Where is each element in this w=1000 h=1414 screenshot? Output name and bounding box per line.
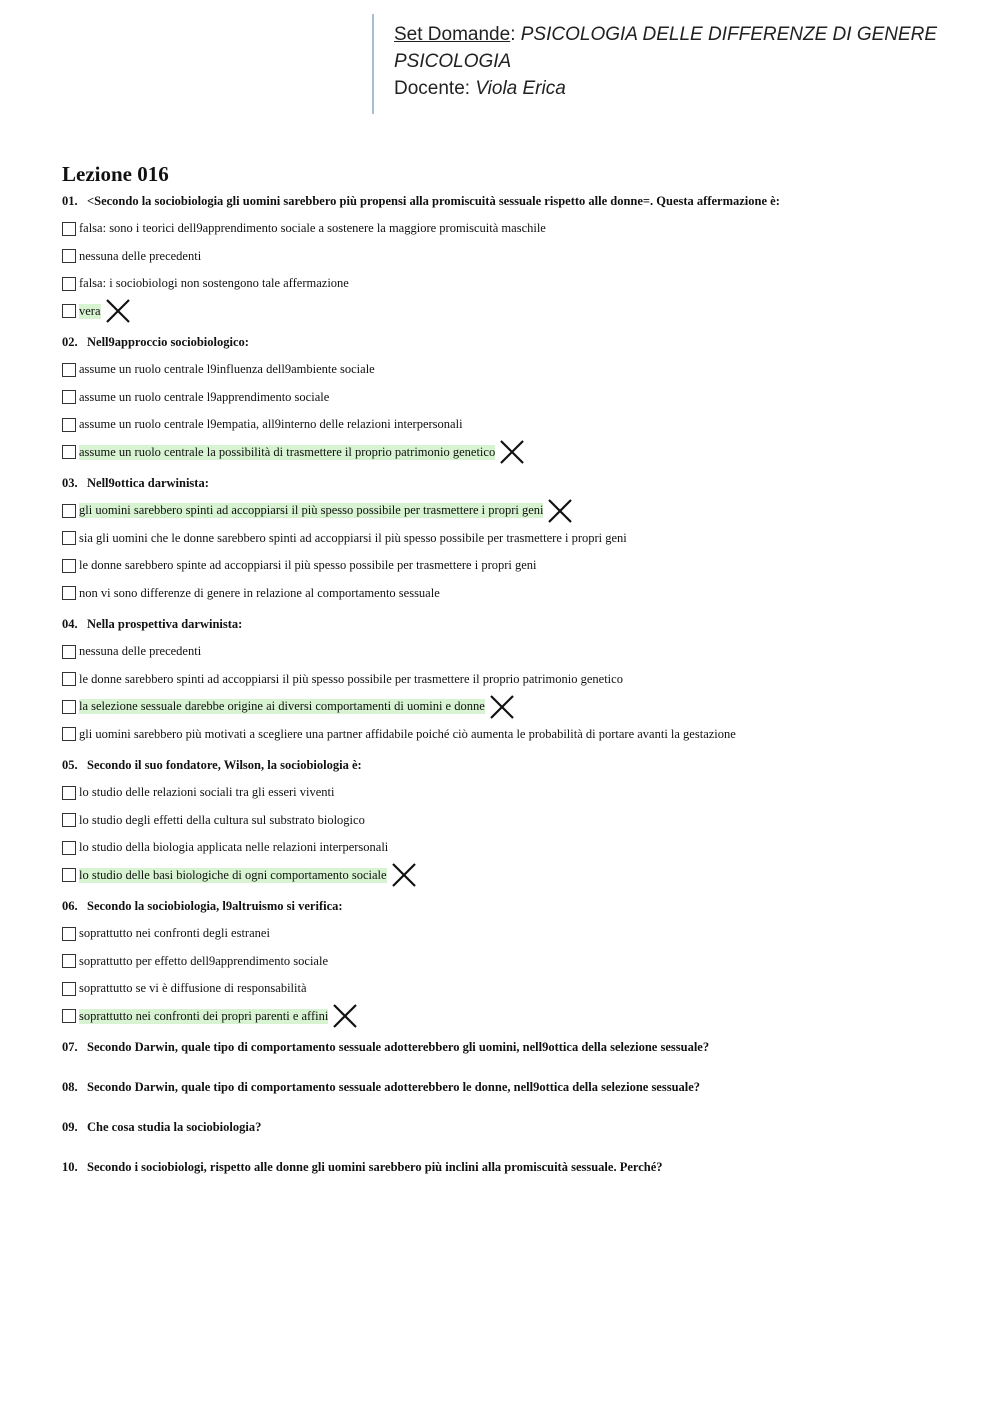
- checkbox-icon[interactable]: [62, 954, 76, 968]
- question-prompt: Nell9approccio sociobiologico:: [87, 335, 249, 349]
- checkbox-icon[interactable]: [62, 531, 76, 545]
- checkbox-icon[interactable]: [62, 363, 76, 377]
- x-mark-icon: [547, 498, 573, 524]
- answer-label: non vi sono differenze di genere in relazione al comportamento sessuale: [79, 585, 440, 600]
- x-mark-icon: [332, 1003, 358, 1029]
- checkbox-icon[interactable]: [62, 982, 76, 996]
- question-list: [62, 193, 962, 1030]
- subject: PSICOLOGIA: [394, 51, 512, 72]
- answer-label: nessuna delle precedenti: [79, 248, 202, 263]
- answer-option: [62, 270, 962, 298]
- checkbox-icon[interactable]: [62, 222, 76, 236]
- answer-option: [62, 975, 962, 1003]
- question-text: [62, 193, 962, 209]
- checkbox-icon[interactable]: [62, 1009, 76, 1023]
- question-text: [62, 1159, 962, 1175]
- answer-label: falsa: i sociobiologi non sostengono tale affermazione: [79, 276, 349, 291]
- answer-label: assume un ruolo centrale l9empatia, all9interno delle relazioni interpersonali: [79, 417, 463, 432]
- checkbox-icon[interactable]: [62, 445, 76, 459]
- checkbox-icon[interactable]: [62, 813, 76, 827]
- answer-option: [62, 497, 962, 525]
- answer-label: soprattutto per effetto dell9apprendimento sociale: [79, 953, 328, 968]
- checkbox-icon[interactable]: [62, 586, 76, 600]
- question-text: [62, 1119, 962, 1135]
- question-text: [62, 757, 962, 773]
- question-number: 03.: [62, 476, 78, 490]
- open-question-list: [62, 1039, 962, 1175]
- question-number: 10.: [62, 1160, 78, 1174]
- checkbox-icon[interactable]: [62, 841, 76, 855]
- checkbox-icon[interactable]: [62, 927, 76, 941]
- answer-label: falsa: sono i teorici dell9apprendimento sociale a sostenere la maggiore promiscuità maschile: [79, 221, 546, 236]
- question-text: [62, 898, 962, 914]
- answer-option: [62, 298, 962, 326]
- question-number: 07.: [62, 1040, 78, 1054]
- set-value: PSICOLOGIA DELLE DIFFERENZE DI GENERE: [520, 24, 938, 45]
- answer-option: [62, 384, 962, 412]
- answer-option: [62, 834, 962, 862]
- checkbox-icon[interactable]: [62, 786, 76, 800]
- question: [62, 475, 962, 607]
- x-mark-icon: [499, 439, 525, 465]
- open-question: [62, 1119, 962, 1135]
- answer-label: soprattutto se vi è diffusione di responsabilità: [79, 981, 307, 996]
- teacher-name: Viola Erica: [475, 78, 566, 99]
- answer-label: lo studio della biologia applicata nelle relazioni interpersonali: [79, 840, 389, 855]
- answer-option: [62, 807, 962, 835]
- checkbox-icon[interactable]: [62, 700, 76, 714]
- question: [62, 757, 962, 889]
- answer-option: [62, 638, 962, 666]
- correct-answer-label: la selezione sessuale darebbe origine ai diversi comportamenti di uomini e donne: [79, 699, 485, 714]
- question-prompt: Secondo Darwin, quale tipo di comportamento sessuale adotterebbero le donne, nell9ottica della selezione sessuale?: [87, 1080, 701, 1094]
- checkbox-icon[interactable]: [62, 418, 76, 432]
- question-prompt: Secondo i sociobiologi, rispetto alle donne gli uomini sarebbero più inclini alla promiscuità sessuale. Perché?: [87, 1160, 663, 1174]
- answer-option: [62, 779, 962, 807]
- question-text: [62, 334, 962, 350]
- x-mark-icon: [391, 862, 417, 888]
- question-number: 02.: [62, 335, 78, 349]
- open-question: [62, 1079, 962, 1095]
- question-text: [62, 616, 962, 632]
- checkbox-icon[interactable]: [62, 504, 76, 518]
- correct-answer-label: soprattutto nei confronti dei propri parenti e affini: [79, 1008, 329, 1023]
- answer-label: nessuna delle precedenti: [79, 644, 202, 659]
- answer-option: [62, 215, 962, 243]
- question-text: [62, 1079, 962, 1095]
- checkbox-icon[interactable]: [62, 559, 76, 573]
- page-header: [372, 14, 962, 114]
- checkbox-icon[interactable]: [62, 727, 76, 741]
- answer-option: [62, 525, 962, 553]
- question-prompt: <Secondo la sociobiologia gli uomini sarebbero più propensi alla promiscuità sessuale rispetto alle donne=. Questa affermazione è:: [87, 194, 780, 208]
- question: [62, 334, 962, 466]
- question-text: [62, 475, 962, 491]
- answer-label: lo studio delle relazioni sociali tra gli esseri viventi: [79, 785, 335, 800]
- answer-option: [62, 580, 962, 608]
- x-mark-icon: [489, 694, 515, 720]
- answer-option: [62, 243, 962, 271]
- question-prompt: Secondo il suo fondatore, Wilson, la sociobiologia è:: [87, 758, 362, 772]
- question-prompt: Nella prospettiva darwinista:: [87, 617, 243, 631]
- checkbox-icon[interactable]: [62, 304, 76, 318]
- x-mark-icon: [105, 298, 131, 324]
- question-number: 05.: [62, 758, 78, 772]
- answer-option: [62, 439, 962, 467]
- correct-answer-label: lo studio delle basi biologiche di ogni comportamento sociale: [79, 867, 387, 882]
- question-number: 01.: [62, 194, 78, 208]
- answer-option: [62, 666, 962, 694]
- answer-label: gli uomini sarebbero più motivati a scegliere una partner affidabile poiché ciò aumenta le probabilità di portare avanti la gestazione: [79, 726, 736, 741]
- open-question: [62, 1039, 962, 1055]
- teacher-line: [394, 75, 962, 102]
- answer-option: [62, 411, 962, 439]
- checkbox-icon[interactable]: [62, 672, 76, 686]
- answer-label: assume un ruolo centrale l9apprendimento sociale: [79, 389, 330, 404]
- answer-option: [62, 1003, 962, 1031]
- question-number: 09.: [62, 1120, 78, 1134]
- question-number: 08.: [62, 1080, 78, 1094]
- teacher-label: Docente:: [394, 78, 471, 99]
- answer-option: [62, 721, 962, 749]
- answer-label: le donne sarebbero spinti ad accoppiarsi il più spesso possibile per trasmettere il proprio patrimonio genetico: [79, 671, 623, 686]
- question-text: [62, 1039, 962, 1055]
- answer-option: [62, 356, 962, 384]
- checkbox-icon[interactable]: [62, 277, 76, 291]
- answer-option: [62, 693, 962, 721]
- document-body: [62, 162, 962, 1199]
- correct-answer-label: assume un ruolo centrale la possibilità di trasmettere il proprio patrimonio genetico: [79, 444, 496, 459]
- question: [62, 898, 962, 1030]
- correct-answer-label: vera: [79, 303, 101, 318]
- answer-option: [62, 862, 962, 890]
- question-prompt: Secondo la sociobiologia, l9altruismo si verifica:: [87, 899, 343, 913]
- answer-option: [62, 920, 962, 948]
- question-number: 04.: [62, 617, 78, 631]
- checkbox-icon[interactable]: [62, 390, 76, 404]
- set-line: Set Domande: PSICOLOGIA DELLE DIFFERENZE DI GENERE: [394, 24, 938, 45]
- answer-label: assume un ruolo centrale l9influenza dell9ambiente sociale: [79, 362, 375, 377]
- question: [62, 193, 962, 325]
- answer-option: [62, 948, 962, 976]
- question-prompt: Che cosa studia la sociobiologia?: [87, 1120, 262, 1134]
- answer-label: sia gli uomini che le donne sarebbero spinti ad accoppiarsi il più spesso possibile per trasmettere i propri geni: [79, 530, 627, 545]
- answer-label: soprattutto nei confronti degli estranei: [79, 926, 270, 941]
- question: [62, 616, 962, 748]
- set-label: Set Domande: [394, 24, 511, 45]
- checkbox-icon[interactable]: [62, 868, 76, 882]
- correct-answer-label: gli uomini sarebbero spinti ad accoppiarsi il più spesso possibile per trasmettere i propri geni: [79, 503, 544, 518]
- checkbox-icon[interactable]: [62, 645, 76, 659]
- answer-label: lo studio degli effetti della cultura sul substrato biologico: [79, 812, 365, 827]
- open-question: [62, 1159, 962, 1175]
- answer-label: le donne sarebbero spinte ad accoppiarsi il più spesso possibile per trasmettere i propri geni: [79, 558, 537, 573]
- answer-option: [62, 552, 962, 580]
- question-prompt: Secondo Darwin, quale tipo di comportamento sessuale adotterebbero gli uomini, nell9ottica della selezione sessuale?: [87, 1040, 710, 1054]
- question-prompt: Nell9ottica darwinista:: [87, 476, 209, 490]
- question-number: 06.: [62, 899, 78, 913]
- lesson-title: Lezione 016: [62, 162, 169, 186]
- checkbox-icon[interactable]: [62, 249, 76, 263]
